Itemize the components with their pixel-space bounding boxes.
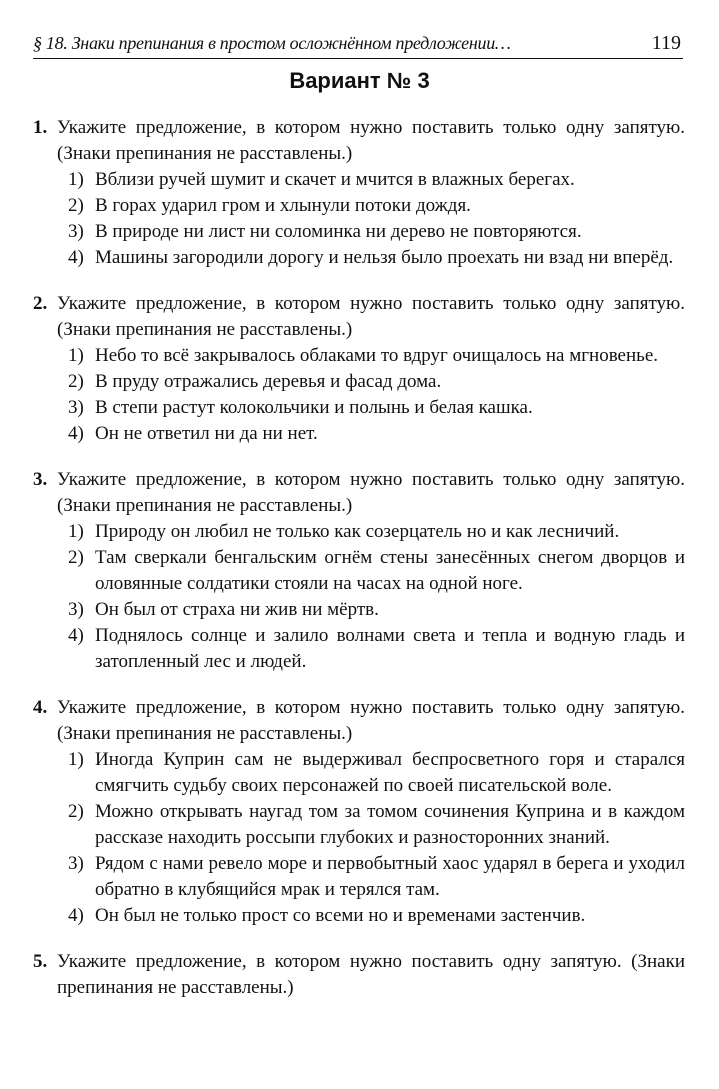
option-text: Природу он любил не только как созерцатель но и как лесничий.	[95, 521, 620, 542]
option-text: Поднялось солнце и залило волнами света и тепла и водную гладь и затопленный лес и людей.	[95, 625, 685, 672]
answer-option-4	[33, 903, 685, 929]
option-number: 1)	[68, 345, 84, 366]
task-3	[33, 467, 685, 675]
option-number: 3)	[68, 853, 84, 874]
option-text: В горах ударил гром и хлынули потоки дождя.	[95, 195, 471, 216]
option-number: 4)	[68, 625, 84, 646]
option-text: Он был от страха ни жив ни мёртв.	[95, 599, 379, 620]
answer-option-2	[33, 799, 685, 851]
answer-option-3	[33, 851, 685, 903]
task-prompt	[33, 291, 685, 343]
task-prompt-text: Укажите предложение, в котором нужно поставить только одну запятую. (Знаки препинания не расставлены.)	[57, 469, 685, 516]
option-text: Там сверкали бенгальским огнём стены занесённых снегом дворцов и оловянные солдатики стояли на часах на одной ноге.	[95, 547, 685, 594]
task-prompt	[33, 115, 685, 167]
task-prompt-text: Укажите предложение, в котором нужно поставить только одну запятую. (Знаки препинания не расставлены.)	[57, 697, 685, 744]
option-number: 2)	[68, 547, 84, 568]
option-number: 4)	[68, 905, 84, 926]
answer-options	[33, 343, 685, 447]
option-number: 4)	[68, 247, 84, 268]
task-number: 4.	[33, 697, 48, 718]
option-text: Можно открывать наугад том за томом сочинения Куприна и в каждом рассказе находить россыпи глубоких и разносторонних знаний.	[95, 801, 685, 848]
answer-options	[33, 519, 685, 675]
answer-option-2	[33, 369, 685, 395]
task-number: 2.	[33, 293, 48, 314]
task-number: 5.	[33, 951, 48, 972]
option-text: Он был не только прост со всеми но и временами застенчив.	[95, 905, 586, 926]
task-5	[33, 949, 685, 1001]
task-1	[33, 115, 685, 271]
task-number: 3.	[33, 469, 48, 490]
answer-option-1	[33, 343, 685, 369]
option-text: Он не ответил ни да ни нет.	[95, 423, 318, 444]
answer-option-1	[33, 747, 685, 799]
answer-options	[33, 167, 685, 271]
option-text: В природе ни лист ни соломинка ни дерево не повторяются.	[95, 221, 582, 242]
task-4	[33, 695, 685, 929]
answer-option-3	[33, 219, 685, 245]
option-text: Небо то всё закрывалось облаками то вдруг очищалось на мгновенье.	[95, 345, 659, 366]
option-number: 2)	[68, 195, 84, 216]
task-prompt-text: Укажите предложение, в котором нужно поставить только одну запятую. (Знаки препинания не расставлены.)	[57, 293, 685, 340]
task-prompt	[33, 467, 685, 519]
variant-title: Вариант № 3	[289, 68, 430, 93]
option-number: 3)	[68, 397, 84, 418]
answer-option-1	[33, 519, 685, 545]
running-head	[33, 30, 683, 59]
task-number: 1.	[33, 117, 48, 138]
task-prompt	[33, 949, 685, 1001]
answer-options	[33, 747, 685, 929]
task-prompt-text: Укажите предложение, в котором нужно поставить одну запятую. (Знаки препинания не расставлены.)	[57, 951, 685, 998]
option-text: Машины загородили дорогу и нельзя было проехать ни взад ни вперёд.	[95, 247, 674, 268]
answer-option-3	[33, 597, 685, 623]
option-number: 1)	[68, 521, 84, 542]
section-title: § 18. Знаки препинания в простом осложнённом предложении…	[33, 33, 511, 53]
task-2	[33, 291, 685, 447]
task-prompt-text: Укажите предложение, в котором нужно поставить только одну запятую. (Знаки препинания не расставлены.)	[57, 117, 685, 164]
option-number: 3)	[68, 221, 84, 242]
page-number: 119	[651, 32, 681, 54]
answer-option-4	[33, 245, 685, 271]
option-text: В степи растут колокольчики и полынь и белая кашка.	[95, 397, 533, 418]
option-text: В пруду отражались деревья и фасад дома.	[95, 371, 442, 392]
option-text: Иногда Куприн сам не выдерживал беспросветного горя и старался смягчить судьбу своих персонажей по своей писательской воле.	[95, 749, 685, 796]
answer-option-2	[33, 545, 685, 597]
option-number: 2)	[68, 801, 84, 822]
answer-option-4	[33, 623, 685, 675]
option-number: 2)	[68, 371, 84, 392]
option-text: Рядом с нами ревело море и первобытный хаос ударял в берега и уходил обратно в клубящийся мрак и терялся там.	[95, 853, 685, 900]
task-prompt	[33, 695, 685, 747]
answer-option-1	[33, 167, 685, 193]
option-text: Вблизи ручей шумит и скачет и мчится в влажных берегах.	[95, 169, 575, 190]
option-number: 4)	[68, 423, 84, 444]
task-list	[33, 115, 685, 1021]
option-number: 1)	[68, 749, 84, 770]
option-number: 3)	[68, 599, 84, 620]
answer-option-4	[33, 421, 685, 447]
answer-option-3	[33, 395, 685, 421]
answer-option-2	[33, 193, 685, 219]
option-number: 1)	[68, 169, 84, 190]
